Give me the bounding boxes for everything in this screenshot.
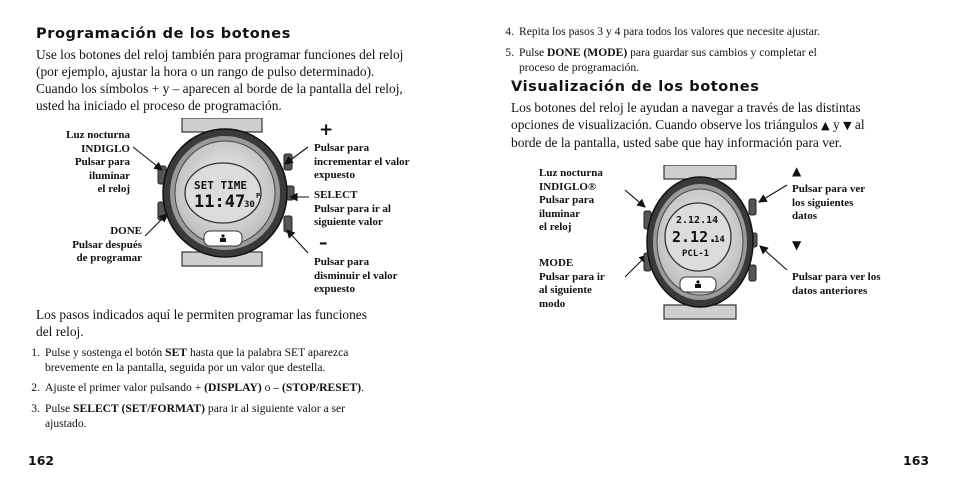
label-line: SELECT bbox=[314, 189, 358, 201]
label-line: Pulsar después bbox=[72, 238, 142, 251]
page-number-left: 162 bbox=[28, 453, 55, 468]
step-text: Repita los pasos 3 y 4 para todos los valores que necesite ajustar. bbox=[519, 25, 821, 38]
label-line: Pulsar para bbox=[74, 156, 130, 169]
label-line: incrementar el valor bbox=[314, 155, 410, 168]
label-line: el reloj bbox=[539, 221, 572, 234]
label-line: INDIGLO bbox=[81, 142, 130, 155]
plus-symbol: + bbox=[319, 120, 334, 140]
label-line: siguiente valor bbox=[314, 216, 383, 229]
label-line: iluminar bbox=[89, 169, 130, 182]
label-line: Luz nocturna bbox=[539, 167, 603, 179]
step-number: 5. bbox=[505, 46, 514, 59]
label-line: datos bbox=[792, 210, 818, 223]
intro-text: y bbox=[833, 117, 840, 132]
left-heading: Programación de los botones bbox=[36, 26, 291, 42]
left-outro-line: Los pasos indicados aquí le permiten programar las funciones bbox=[36, 307, 367, 322]
label-line: de programar bbox=[76, 252, 142, 265]
label-line: Pulsar para bbox=[314, 256, 370, 268]
step-text: para guardar sus cambios y completar el bbox=[627, 46, 817, 59]
right-intro-line: Los botones del reloj le ayudan a navegar a través de las distintas bbox=[511, 100, 861, 115]
left-intro-line: (por ejemplo, ajustar la hora o un rango de pulso determinado). bbox=[36, 64, 375, 79]
step-text-line2: ajustado. bbox=[45, 417, 87, 430]
right-heading: Visualización de los botones bbox=[511, 79, 760, 95]
label-line: al siguiente bbox=[539, 284, 592, 297]
right-step-5 bbox=[496, 45, 936, 75]
label-line: Pulsar para bbox=[314, 142, 370, 154]
label-line: INDIGLO® bbox=[539, 180, 597, 193]
step-number: 3. bbox=[31, 402, 40, 415]
watch-illustration-right bbox=[638, 165, 762, 320]
screen-ampm: P bbox=[256, 192, 261, 200]
label-line: Pulsar para ver los bbox=[792, 271, 881, 283]
step-text-line2: brevemente en la pantalla, seguida por un valor que destella. bbox=[45, 361, 326, 374]
left-outro-line: del reloj. bbox=[36, 324, 84, 339]
step-bold: DONE (MODE) bbox=[547, 46, 628, 59]
left-intro-line: Cuando los símbolos + y – aparecen al borde de la pantalla del reloj, bbox=[36, 81, 403, 96]
left-intro-line: Use los botones del reloj también para programar funciones del reloj bbox=[36, 47, 404, 62]
screen-line3-right: PCL-1 bbox=[682, 249, 710, 259]
screen-line2-small-right: 14 bbox=[714, 235, 725, 245]
right-intro-line: borde de la pantalla, usted sabe que hay información para ver. bbox=[511, 135, 842, 150]
label-line: expuesto bbox=[314, 283, 355, 296]
step-text: Pulse bbox=[45, 402, 74, 415]
step-text: para ir al siguiente valor a ser bbox=[205, 402, 346, 415]
right-intro-line bbox=[511, 116, 936, 134]
label-line: modo bbox=[539, 297, 566, 310]
page-number-right: 163 bbox=[903, 453, 930, 468]
screen-line1-right: 2.12.14 bbox=[676, 215, 719, 226]
indiglo-label-right bbox=[539, 167, 639, 235]
label-line: Pulsar para bbox=[539, 194, 595, 207]
left-step-3 bbox=[22, 401, 462, 431]
intro-text: opciones de visualización. Cuando observe los triángulos bbox=[511, 117, 818, 132]
label-line: Luz nocturna bbox=[66, 129, 130, 141]
step-bold: SELECT (SET/FORMAT) bbox=[73, 402, 205, 415]
step-text-line2: proceso de programación. bbox=[519, 61, 640, 74]
step-number: 1. bbox=[31, 346, 40, 359]
screen-line2: 11:47 bbox=[194, 192, 246, 212]
label-line: Pulsar para ir al bbox=[314, 202, 391, 215]
step-text: hasta que la palabra SET aparezca bbox=[187, 346, 349, 359]
left-step-2 bbox=[22, 380, 462, 395]
intro-text: al bbox=[854, 117, 865, 132]
screen-seconds: 30 bbox=[244, 200, 255, 210]
step-text: . bbox=[361, 381, 364, 394]
label-line: expuesto bbox=[314, 169, 355, 182]
label-line: iluminar bbox=[539, 207, 580, 220]
step-number: 4. bbox=[505, 25, 514, 38]
down-triangle-icon: ▼ bbox=[843, 119, 852, 132]
right-step-4 bbox=[496, 24, 936, 39]
down-symbol: ▼ bbox=[792, 238, 802, 252]
step-text: Pulse bbox=[519, 46, 548, 59]
label-line: el reloj bbox=[97, 183, 130, 196]
label-line: los siguientes bbox=[792, 196, 854, 209]
label-line: disminuir el valor bbox=[314, 269, 398, 282]
left-outro bbox=[36, 306, 456, 340]
label-line: MODE bbox=[539, 257, 574, 269]
minus-symbol: – bbox=[319, 233, 328, 253]
step-text: Ajuste el primer valor pulsando + bbox=[45, 381, 205, 394]
up-label bbox=[792, 183, 922, 224]
step-number: 2. bbox=[31, 381, 40, 394]
up-triangle-icon: ▲ bbox=[821, 119, 830, 132]
step-text: Pulse y sostenga el botón bbox=[45, 346, 166, 359]
label-line: DONE bbox=[110, 225, 142, 237]
label-line: Pulsar para ir bbox=[539, 270, 605, 283]
step-bold: SET bbox=[165, 346, 188, 359]
down-label bbox=[792, 271, 922, 298]
label-line: Pulsar para ver bbox=[792, 183, 866, 195]
right-intro bbox=[511, 99, 936, 151]
label-line: datos anteriores bbox=[792, 284, 868, 297]
step-bold: (STOP/RESET) bbox=[282, 381, 362, 394]
step-text: o – bbox=[261, 381, 283, 394]
mode-label bbox=[539, 257, 639, 311]
left-intro-line: usted ha iniciado el proceso de programación. bbox=[36, 98, 282, 113]
left-step-1 bbox=[22, 345, 462, 375]
step-bold: (DISPLAY) bbox=[204, 381, 262, 394]
screen-line2-right: 2.12. bbox=[672, 228, 718, 246]
up-symbol: ▲ bbox=[792, 164, 802, 178]
screen-line1: SET TIME bbox=[194, 179, 247, 192]
